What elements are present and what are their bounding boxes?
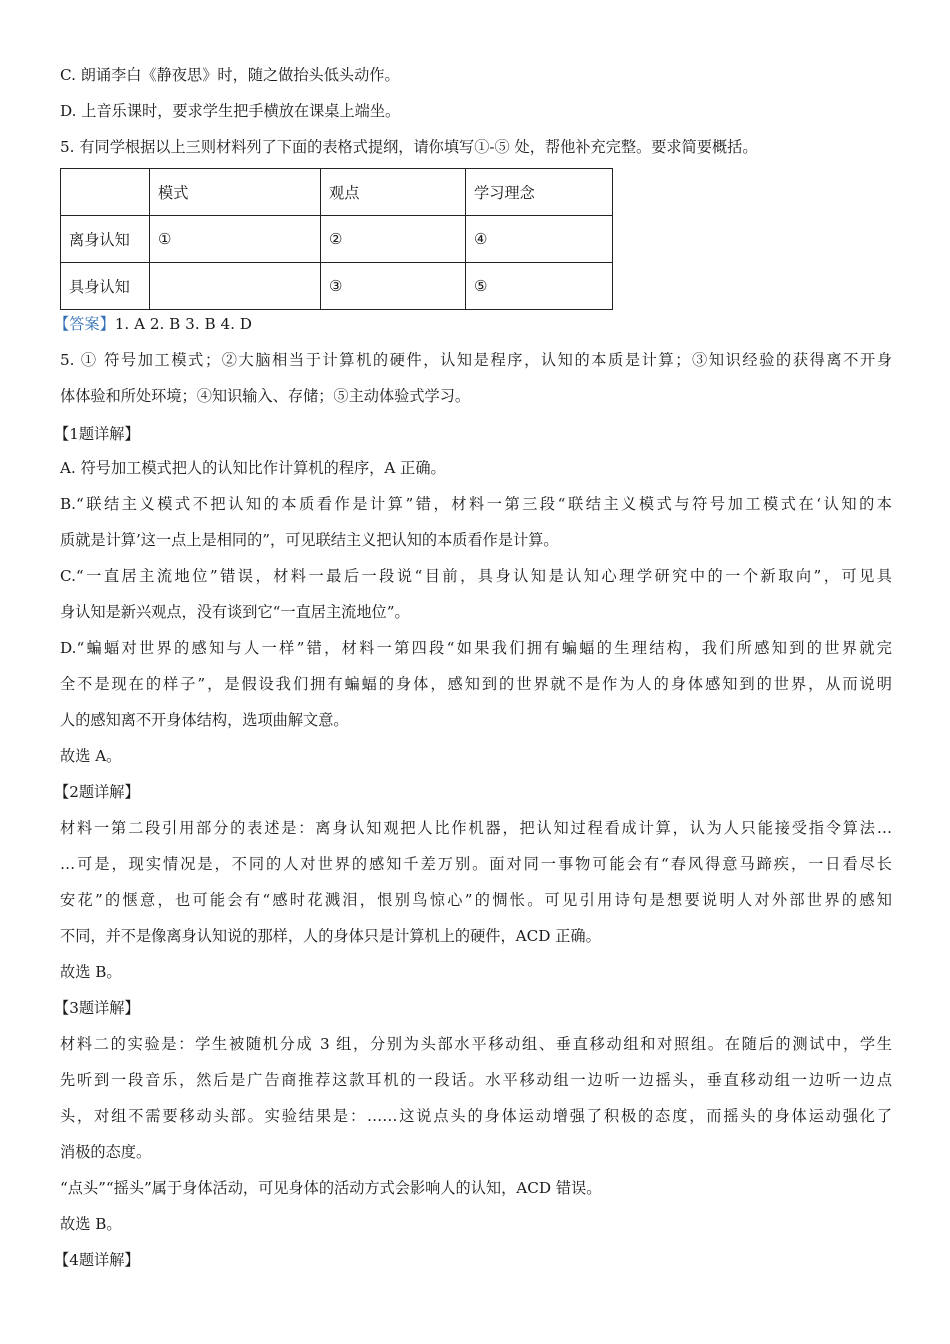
paragraph-line: 不同，并不是像离身认知说的那样，人的身体只是计算机上的硬件，ACD 正确。 [60,927,601,945]
table-cell [61,169,150,216]
paragraph-line: 消极的态度。 [60,1143,152,1161]
answer-text: 1. A 2. B 3. B 4. D [114,315,252,333]
conclusion-line: 故选 B。 [60,963,122,981]
table-cell: ④ [466,216,613,263]
table-row-label: 离身认知 [61,216,150,263]
answer-5-line: 5. ① 符号加工模式；②大脑相当于计算机的硬件，认知是程序，认知的本质是计算；③知识经验的获得离不开身 [60,351,892,369]
paragraph-line: 全不是现在的样子”，是假设我们拥有蝙蝠的身体，感知到的世界就不是作为人的身体感知到的世界，从而说明 [60,675,892,693]
table-row [61,263,613,310]
option-c-line: C. 朗诵李白《静夜思》时，随之做抬头低头动作。 [60,66,400,84]
section-heading: 【1题详解】 [54,425,140,443]
table-cell: ⑤ [466,263,613,310]
table-cell: ① [150,216,321,263]
paragraph-line: D.“蝙蝠对世界的感知与人一样”错，材料一第四段“如果我们拥有蝙蝠的生理结构，我们所感知到的世界就完 [60,639,892,657]
paragraph-line: “点头”“摇头”属于身体活动，可见身体的活动方式会影响人的认知，ACD 错误。 [60,1179,602,1197]
section-heading: 【3题详解】 [54,999,140,1017]
paragraph-line: 人的感知离不开身体结构，选项曲解文意。 [60,711,349,729]
question-5-prompt: 5. 有同学根据以上三则材料列了下面的表格式提纲，请你填写①-⑤ 处，帮他补充完整。要求简要概括。 [60,138,758,156]
paragraph-line: 材料二的实验是：学生被随机分成 3 组，分别为头部水平移动组、垂直移动组和对照组。在随后的测试中，学生 [60,1035,892,1053]
paragraph-line: 先听到一段音乐，然后是广告商推荐这款耳机的一段话。水平移动组一边听一边摇头，垂直移动组一边听一边点 [60,1071,892,1089]
outline-table [60,168,613,310]
table-header-row [61,169,613,216]
table-row-label: 具身认知 [61,263,150,310]
table-header-learning: 学习理念 [466,169,613,216]
paragraph-line: …可是，现实情况是，不同的人对世界的感知千差万别。面对同一事物可能会有“春风得意马蹄疾，一日看尽长 [60,855,892,873]
paragraph-line: B.“联结主义模式不把认知的本质看作是计算”错，材料一第三段“联结主义模式与符号加工模式在‘认知的本 [60,495,892,513]
table-row [61,216,613,263]
conclusion-line: 故选 B。 [60,1215,122,1233]
option-d-line: D. 上音乐课时，要求学生把手横放在课桌上端坐。 [60,102,401,120]
section-heading: 【4题详解】 [54,1251,140,1269]
paragraph-line: 安花”的惬意，也可能会有“感时花溅泪，恨别鸟惊心”的惆怅。可见引用诗句是想要说明人对外部世界的感知 [60,891,892,909]
paragraph-line: 材料一第二段引用部分的表述是：离身认知观把人比作机器，把认知过程看成计算，认为人只能接受指令算法… [60,819,892,837]
table-header-mode: 模式 [150,169,321,216]
table-cell: ③ [321,263,466,310]
conclusion-line: 故选 A。 [60,747,122,765]
table-cell [150,263,321,310]
answer-tag: 【答案】 [54,315,115,333]
answer-5-line: 体体验和所处环境；④知识输入、存储；⑤主动体验式学习。 [60,387,471,405]
paragraph-line: 头，对组不需要移动头部。实验结果是：……这说点头的身体运动增强了积极的态度，而摇头的身体运动强化了 [60,1107,892,1125]
table-header-view: 观点 [321,169,466,216]
answer-line [54,314,252,334]
paragraph-line: C.“一直居主流地位”错误，材料一最后一段说“目前，具身认知是认知心理学研究中的一个新取向”，可见具 [60,567,892,585]
table-cell: ② [321,216,466,263]
paragraph-line: 身认知是新兴观点，没有谈到它“一直居主流地位”。 [60,603,410,621]
paragraph-line: 质就是计算’这一点上是相同的”，可见联结主义把认知的本质看作是计算。 [60,531,559,549]
paragraph-line: A. 符号加工模式把人的认知比作计算机的程序，A 正确。 [60,459,446,477]
section-heading: 【2题详解】 [54,783,140,801]
